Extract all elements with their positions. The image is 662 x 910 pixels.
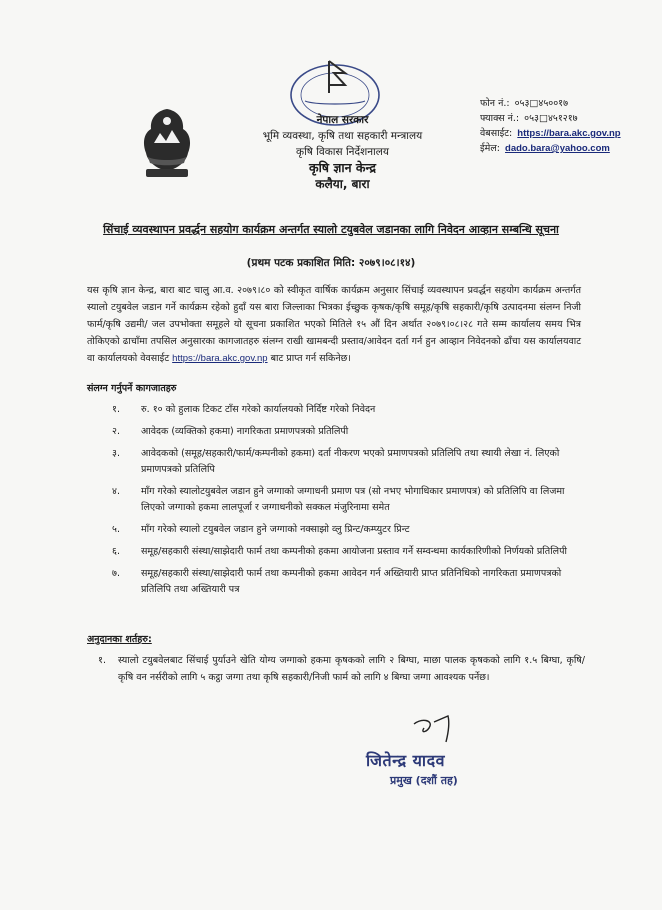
notice-title: सिंचाई व्यवस्थापन प्रवर्द्धन सहयोग कार्यक्रम अन्तर्गत स्यालो टयुबवेल जडानका लागि निवेदन आव्हान सम्बन्धि सूचना — [103, 223, 559, 236]
office-name: कृषि ज्ञान केन्द्र — [308, 160, 377, 175]
government-label: नेपाल सरकार — [316, 114, 369, 126]
website-link[interactable]: https://bara.akc.gov.np — [517, 128, 621, 139]
nepal-emblem-icon — [136, 103, 198, 185]
email-link[interactable]: dado.bara@yahoo.com — [505, 143, 610, 154]
publication-date: (प्रथम पटक प्रकाशित मिति: २०७९।०८।१४) — [246, 257, 416, 269]
list-item: ५. माँग गरेको स्यालो टयुबवेल जडान हुने जग्गाको नक्साझो व्लु प्रिन्ट/कम्प्युटर प्रिन्ट — [112, 524, 410, 535]
conditions-list — [98, 652, 585, 686]
ministry-label: भूमि व्यवस्था, कृषि तथा सहकारी मन्त्रालय — [262, 130, 423, 142]
documents-heading: संलग्न गर्नुपर्ने कागजातहरु — [87, 383, 177, 394]
phone-number: ०५३□४५००१७ — [514, 98, 569, 109]
list-item: १. स्यालो टयुबवेलबाट सिंचाई पुर्याउने खेति योग्य जग्गाको हकमा कृषकको लागि २ बिग्घा, माछा पालक कृषकको लागि १.५ बिग्घा, कृषि/कृषि वन नर्सरीको लागि ५ कट्ठा जग्गा तथा कृषि सहकारी/निजी फार्म को लागि ४ बिग्घा जग्गा आवश्यक पर्नेछ। — [98, 655, 585, 683]
directorate-label: कृषि विकास निर्देशनालय — [296, 146, 389, 158]
office-location: कलैया, बारा — [315, 177, 370, 191]
fax-row: फ्याक्स नं.: ०५३□४५१२१७ — [480, 113, 578, 124]
documents-list — [112, 402, 590, 604]
website-row: वेबसाईट: https://bara.akc.gov.np — [480, 128, 621, 139]
list-item: ७. समूह/सहकारी संस्था/साझेदारी फार्म तथा कम्पनीको हकमा आवेदन गर्न अख्तियारी प्राप्त प्रतिनिधिको नागरिकता प्रमाणपत्रको प्रतिलिपि तथा अख्तियारी पत्र — [112, 568, 562, 595]
email-row: ईमेल: dado.bara@yahoo.com — [480, 143, 610, 154]
body-website-link[interactable]: https://bara.akc.gov.np — [172, 353, 268, 364]
list-item: ३. आवेदकको (समूह/सहकारी/फार्म/कम्पनीको हकमा) दर्ता नीकरण भएको प्रमाणपत्रको प्रतिलिपि तथा स्थायी लेखा नं. लिएको प्रमाणपत्रको प्रतिलिपि — [112, 448, 560, 475]
organization-header — [210, 112, 475, 192]
list-item: ४. माँग गरेको स्यालोटयुबवेल जडान हुने जग्गाको जग्गाधनी प्रमाण पत्र (सो नभए भोगाधिकार प्रमाणपत्र) को प्रतिलिपि वा लिजमा लिएको जग्गाको हकमा लालपूर्जा र जग्गाधनीको सक्कल मंजुरिनामा समेत — [112, 486, 565, 513]
notice-body: यस कृषि ज्ञान केन्द्र, बारा बाट चालु आ.व. २०७९।८० को स्वीकृत वार्षिक कार्यक्रम अनुसार सिंचाई व्यवस्थापन प्रवर्द्धन सहयोग कार्यक्रम अन्तर्गत स्यालो टयुबवेल जडान गर्ने कार्यक्रम रहेको हुदाँ यस बारा जिल्लाका भित्रका ईच्छुक कृषक/कृषि समूह/कृषि सहकारी/कृषि उत्पादनमा संलग्न निजी फार्म/कृषि उद्यमी/ जल उपभोक्ता समूहले यो सूचना प्रकाशित भएको मितिले १५ औं दिन अर्थात २०७९।०८।२८ गते सम्म कार्यालय समय भित्र तोकिएको ढाचाँमा तपसिल अनुसारका कागजातहरु संलग्न राखी खामबन्दी प्रस्ताव/आवेदन दर्ता गर्न हुन आव्हान निवेदनको ढाँचा यस कार्यालयवाट वा कार्यालयको वेवसाईट https://bara.akc.gov.np बाट प्राप्त गर्न सकिनेछ। — [87, 285, 581, 364]
list-item: २. आवेदक (व्यक्तिको हकमा) नागरिकता प्रमाणपत्रको प्रतिलिपी — [112, 426, 349, 437]
phone-row: फोन नं.: ०५३□४५००१७ — [480, 98, 569, 109]
handwritten-signature-icon — [410, 710, 480, 744]
conditions-heading: अनुदानका शर्तहरु: — [87, 634, 152, 645]
contact-info — [480, 96, 660, 156]
list-item: ६. समूह/सहकारी संस्था/साझेदारी फार्म तथा कम्पनीको हकमा आयोजना प्रस्ताव गर्ने सम्वन्धमा कार्यकारिणीको निर्णयको प्रतिलिपी — [112, 546, 567, 557]
list-item: १. रु. १० को हुलाक टिकट टाँस गरेको कार्यालयको निर्दिष्ट गरेको निवेदन — [112, 404, 376, 415]
signatory-post: प्रमुख (दशौं तह) — [390, 774, 458, 787]
signatory-name: जितेन्द्र यादव — [366, 751, 445, 770]
fax-number: ०५३□४५१२१७ — [524, 113, 578, 124]
